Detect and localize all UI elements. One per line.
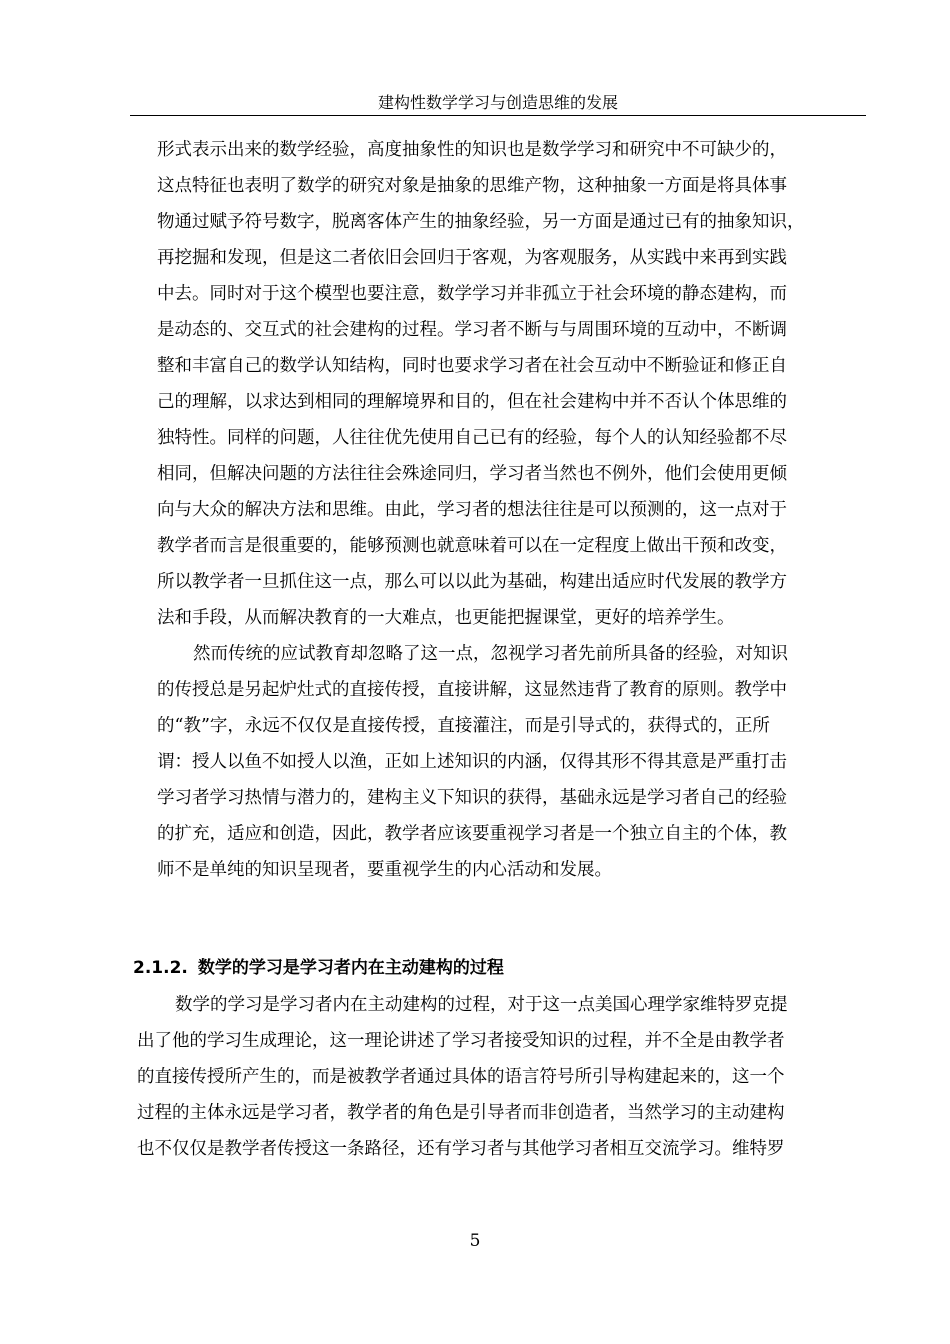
text-line: 的扩充，适应和创造，因此，教学者应该要重视学习者是一个独立自主的个体，教 xyxy=(157,824,787,844)
text-line: 再挖掘和发现，但是这二者依旧会回归于客观，为客观服务，从实践中来再到实践 xyxy=(157,248,787,268)
text-line: 整和丰富自己的数学认知结构，同时也要求学习者在社会互动中不断验证和修正自 xyxy=(157,356,787,376)
text-line: 然而传统的应试教育却忽略了这一点，忽视学习者先前所具备的经验，对知识 xyxy=(193,644,788,664)
header-rule xyxy=(130,115,866,116)
text-line: 的直接传授所产生的，而是被教学者通过具体的语言符号所引导构建起来的，这一个 xyxy=(137,1067,785,1087)
text-line: 法和手段，从而解决教育的一大难点，也更能把握课堂，更好的培养学生。 xyxy=(157,608,735,628)
text-line: 物通过赋予符号数字，脱离客体产生的抽象经验，另一方面是通过已有的抽象知识， xyxy=(157,212,805,232)
text-line: 所以教学者一旦抓住这一点，那么可以以此为基础，构建出适应时代发展的教学方 xyxy=(157,572,787,592)
running-header: 建构性数学学习与创造思维的发展 xyxy=(377,93,618,112)
text-line: 这点特征也表明了数学的研究对象是抽象的思维产物，这种抽象一方面是将具体事 xyxy=(157,176,787,196)
text-line: 的“教”字，永远不仅仅是直接传授，直接灌注，而是引导式的，获得式的，正所 xyxy=(157,716,770,736)
text-line: 也不仅仅是教学者传授这一条路径，还有学习者与其他学习者相互交流学习。维特罗 xyxy=(137,1139,785,1159)
text-line: 向与大众的解决方法和思维。由此，学习者的想法往往是可以预测的，这一点对于 xyxy=(157,500,787,520)
text-line: 中去。同时对于这个模型也要注意，数学学习并非孤立于社会环境的静态建构，而 xyxy=(157,284,787,304)
text-line: 师不是单纯的知识呈现者，要重视学生的内心活动和发展。 xyxy=(157,860,612,880)
text-line: 学习者学习热情与潜力的，建构主义下知识的获得，基础永远是学习者自己的经验 xyxy=(157,788,787,808)
text-line: 是动态的、交互式的社会建构的过程。学习者不断与与周围环境的互动中，不断调 xyxy=(157,320,787,340)
text-line: 的传授总是另起炉灶式的直接传授，直接讲解，这显然违背了教育的原则。教学中 xyxy=(157,680,787,700)
text-line: 独特性。同样的问题，人往往优先使用自己已有的经验，每个人的认知经验都不尽 xyxy=(157,428,787,448)
text-line: 出了他的学习生成理论，这一理论讲述了学习者接受知识的过程，并不全是由教学者 xyxy=(137,1031,785,1051)
text-line: 谓：授人以鱼不如授人以渔，正如上述知识的内涵，仅得其形不得其意是严重打击 xyxy=(157,752,787,772)
text-line: 教学者而言是很重要的，能够预测也就意味着可以在一定程度上做出干预和改变， xyxy=(157,536,787,556)
section-heading xyxy=(133,956,504,980)
text-line: 相同，但解决问题的方法往往会殊途同归，学习者当然也不例外，他们会使用更倾 xyxy=(157,464,787,484)
page-number: 5 xyxy=(469,1231,481,1251)
text-line: 己的理解，以求达到相同的理解境界和目的，但在社会建构中并不否认个体思维的 xyxy=(157,392,787,412)
text-line: 数学的学习是学习者内在主动建构的过程，对于这一点美国心理学家维特罗克提 xyxy=(175,995,788,1015)
text-line: 形式表示出来的数学经验，高度抽象性的知识也是数学学习和研究中不可缺少的， xyxy=(157,140,787,160)
section-title: 数学的学习是学习者内在主动建构的过程 xyxy=(197,958,504,978)
section-number: 2.1.2. xyxy=(133,958,188,978)
text-line: 过程的主体永远是学习者，教学者的角色是引导者而非创造者，当然学习的主动建构 xyxy=(137,1103,785,1123)
